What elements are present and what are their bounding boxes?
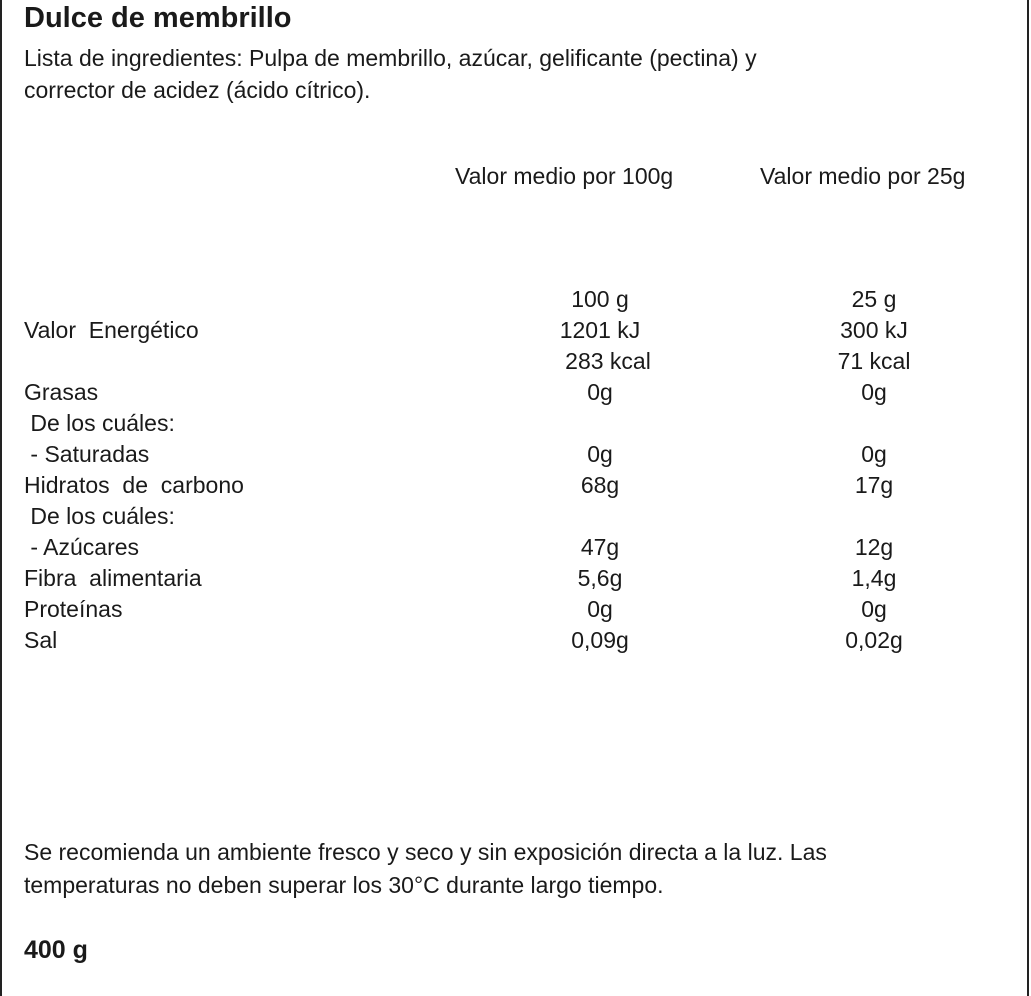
value-per-25g: 71 kcal [837, 348, 911, 374]
row-label: Proteínas [24, 596, 123, 622]
table-row [0, 348, 1031, 379]
value-per-25g: 12g [854, 534, 894, 560]
net-weight: 400 g [24, 936, 88, 964]
value-per-100g: 0g [587, 441, 613, 467]
row-label: Valor Energético [24, 317, 199, 343]
value-per-25g: 1,4g [851, 565, 897, 591]
row-label: De los cuáles: [24, 503, 175, 529]
value-per-100g: 100 g [571, 286, 629, 312]
row-label: Grasas [24, 379, 99, 405]
product-title: Dulce de membrillo [24, 2, 292, 34]
value-per-25g: 300 kJ [840, 317, 908, 343]
value-per-25g: 0g [861, 379, 887, 405]
storage-line-2: temperaturas no deben superar los 30°C durante largo tiempo. [24, 872, 664, 898]
value-per-100g: 47g [580, 534, 620, 560]
storage-line-1: Se recomienda un ambiente fresco y seco y sin exposición directa a la luz. Las [24, 839, 827, 865]
value-per-100g: 5,6g [577, 565, 623, 591]
value-per-100g: 0g [587, 596, 613, 622]
table-row [0, 503, 1031, 534]
value-per-25g: 17g [854, 472, 894, 498]
table-row [0, 565, 1031, 596]
row-label: De los cuáles: [24, 410, 175, 436]
value-per-100g: 68g [580, 472, 620, 498]
value-per-100g: 283 kcal [565, 348, 651, 374]
table-row [0, 441, 1031, 472]
row-label: - Saturadas [24, 441, 150, 467]
ingredients-line-1: Lista de ingredientes: Pulpa de membrillo, azúcar, gelificante (pectina) y [24, 45, 757, 71]
value-per-25g: 0g [861, 441, 887, 467]
value-per-25g: 0,02g [845, 627, 903, 653]
table-row [0, 596, 1031, 627]
table-row [0, 472, 1031, 503]
value-per-100g: 0,09g [571, 627, 629, 653]
table-row [0, 627, 1031, 658]
table-row [0, 534, 1031, 565]
row-label: Hidratos de carbono [24, 472, 244, 498]
row-label: Fibra alimentaria [24, 565, 202, 591]
table-row [0, 379, 1031, 410]
table-row [0, 410, 1031, 441]
ingredients-line-2: corrector de acidez (ácido cítrico). [24, 77, 371, 103]
table-row [0, 286, 1031, 317]
ingredients-list [24, 42, 984, 106]
value-per-100g: 1201 kJ [559, 317, 641, 343]
row-label: - Azúcares [24, 534, 140, 560]
value-per-25g: 0g [861, 596, 887, 622]
row-label: Sal [24, 627, 58, 653]
column-header-100g: Valor medio por 100g [455, 163, 674, 189]
storage-instructions [24, 836, 1004, 902]
value-per-25g: 25 g [851, 286, 897, 312]
value-per-100g: 0g [587, 379, 613, 405]
table-row [0, 317, 1031, 348]
column-header-25g: Valor medio por 25g [760, 163, 966, 189]
